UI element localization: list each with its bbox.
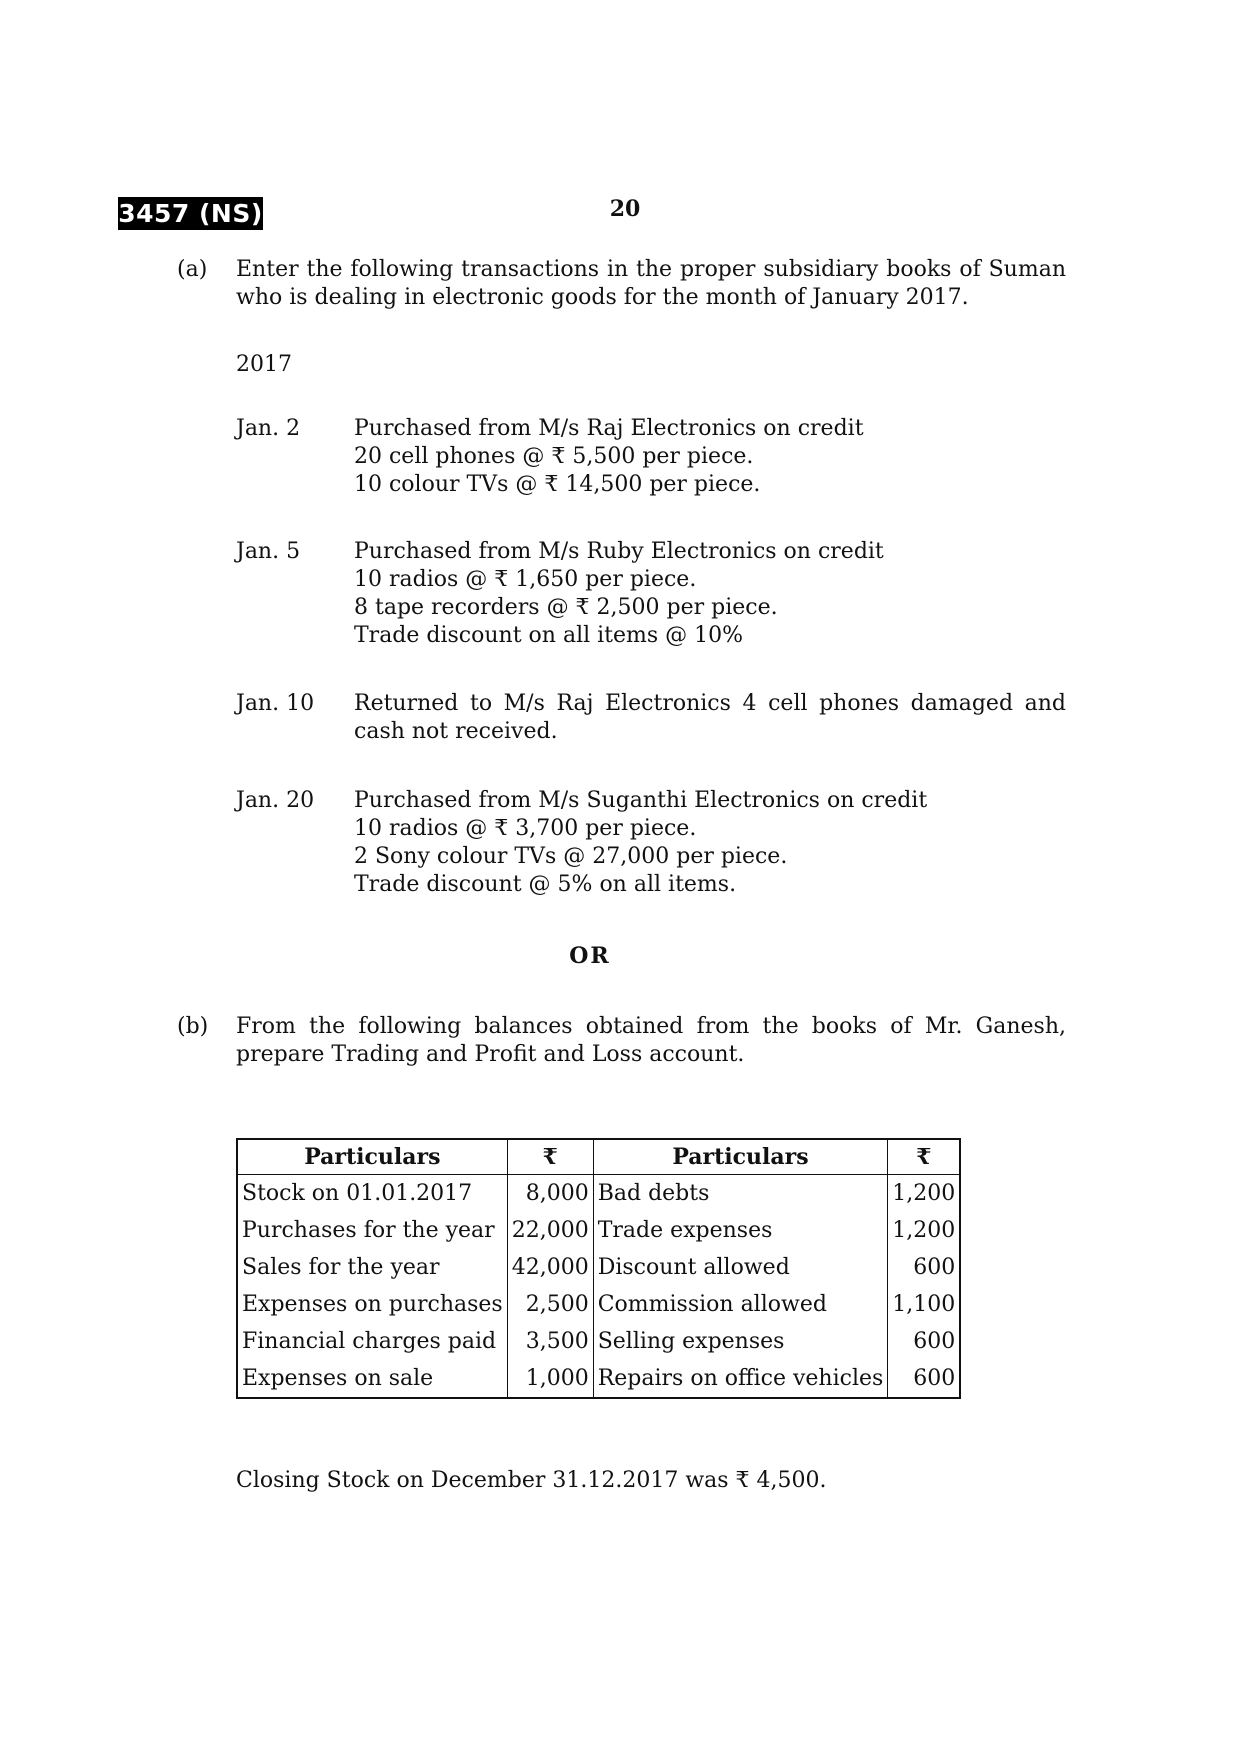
table-row xyxy=(237,1323,960,1360)
transaction-description xyxy=(354,787,1066,899)
table-header-row xyxy=(237,1139,960,1175)
page-number: 20 xyxy=(609,196,641,222)
column-header-amount: ₹ xyxy=(507,1139,593,1175)
transaction-line: 20 cell phones @ ₹ 5,500 per piece. xyxy=(354,444,754,469)
transaction-line: Purchased from M/s Raj Electronics on credit xyxy=(354,416,864,441)
transaction-date: Jan. 2 xyxy=(236,416,301,441)
table-row xyxy=(237,1175,960,1213)
column-header-particulars: Particulars xyxy=(593,1139,888,1175)
amount-cell: 1,200 xyxy=(888,1212,960,1249)
transaction-line: 10 colour TVs @ ₹ 14,500 per piece. xyxy=(354,472,761,497)
column-header-particulars: Particulars xyxy=(237,1139,507,1175)
question-label-b: (b) xyxy=(177,1014,209,1039)
transaction-line: 8 tape recorders @ ₹ 2,500 per piece. xyxy=(354,595,778,620)
amount-cell: 600 xyxy=(888,1323,960,1360)
particular-cell: Expenses on purchases xyxy=(237,1286,507,1323)
question-a-intro: Enter the following transactions in the proper subsidiary books of Suman who is dealing in electronic goods for the month of January 2017. xyxy=(236,257,1066,310)
particular-cell: Financial charges paid xyxy=(237,1323,507,1360)
transaction-description xyxy=(354,690,1066,746)
amount-cell: 2,500 xyxy=(507,1286,593,1323)
amount-cell: 8,000 xyxy=(507,1175,593,1213)
question-label-a: (a) xyxy=(177,257,208,282)
amount-cell: 600 xyxy=(888,1249,960,1286)
paper-code-badge: 3457 (NS) xyxy=(118,199,263,228)
particular-cell: Purchases for the year xyxy=(237,1212,507,1249)
transaction-description xyxy=(354,415,1066,499)
amount-cell: 1,100 xyxy=(888,1286,960,1323)
transaction-line: Trade discount @ 5% on all items. xyxy=(354,872,737,897)
table-row xyxy=(237,1249,960,1286)
closing-stock-note: Closing Stock on December 31.12.2017 was ₹ 4,500. xyxy=(236,1468,827,1493)
table-row xyxy=(237,1360,960,1398)
amount-cell: 1,200 xyxy=(888,1175,960,1213)
question-b-intro: From the following balances obtained from the books of Mr. Ganesh, prepare Trading and Profit and Loss account. xyxy=(236,1014,1066,1067)
transaction-line: 10 radios @ ₹ 3,700 per piece. xyxy=(354,816,697,841)
particular-cell: Expenses on sale xyxy=(237,1360,507,1398)
transaction-line: Returned to M/s Raj Electronics 4 cell phones damaged and cash not received. xyxy=(354,691,1066,744)
particular-cell: Sales for the year xyxy=(237,1249,507,1286)
amount-cell: 600 xyxy=(888,1360,960,1398)
transaction-date: Jan. 20 xyxy=(236,788,315,813)
transaction-line: Purchased from M/s Suganthi Electronics on credit xyxy=(354,788,928,813)
amount-cell: 1,000 xyxy=(507,1360,593,1398)
transaction-line: 10 radios @ ₹ 1,650 per piece. xyxy=(354,567,697,592)
particular-cell: Bad debts xyxy=(593,1175,888,1213)
particular-cell: Selling expenses xyxy=(593,1323,888,1360)
column-header-amount: ₹ xyxy=(888,1139,960,1175)
amount-cell: 42,000 xyxy=(507,1249,593,1286)
amount-cell: 3,500 xyxy=(507,1323,593,1360)
particular-cell: Discount allowed xyxy=(593,1249,888,1286)
balances-table xyxy=(236,1138,961,1399)
particular-cell: Stock on 01.01.2017 xyxy=(237,1175,507,1213)
or-separator: OR xyxy=(569,943,611,969)
transaction-description xyxy=(354,538,1066,650)
particular-cell: Repairs on office vehicles xyxy=(593,1360,888,1398)
transaction-date: Jan. 10 xyxy=(236,691,315,716)
transaction-date: Jan. 5 xyxy=(236,539,301,564)
transaction-line: Trade discount on all items @ 10% xyxy=(354,623,744,648)
table-row xyxy=(237,1212,960,1249)
table-row xyxy=(237,1286,960,1323)
transactions-year: 2017 xyxy=(236,352,292,377)
particular-cell: Trade expenses xyxy=(593,1212,888,1249)
amount-cell: 22,000 xyxy=(507,1212,593,1249)
transaction-line: Purchased from M/s Ruby Electronics on credit xyxy=(354,539,884,564)
transaction-line: 2 Sony colour TVs @ 27,000 per piece. xyxy=(354,844,788,869)
particular-cell: Commission allowed xyxy=(593,1286,888,1323)
